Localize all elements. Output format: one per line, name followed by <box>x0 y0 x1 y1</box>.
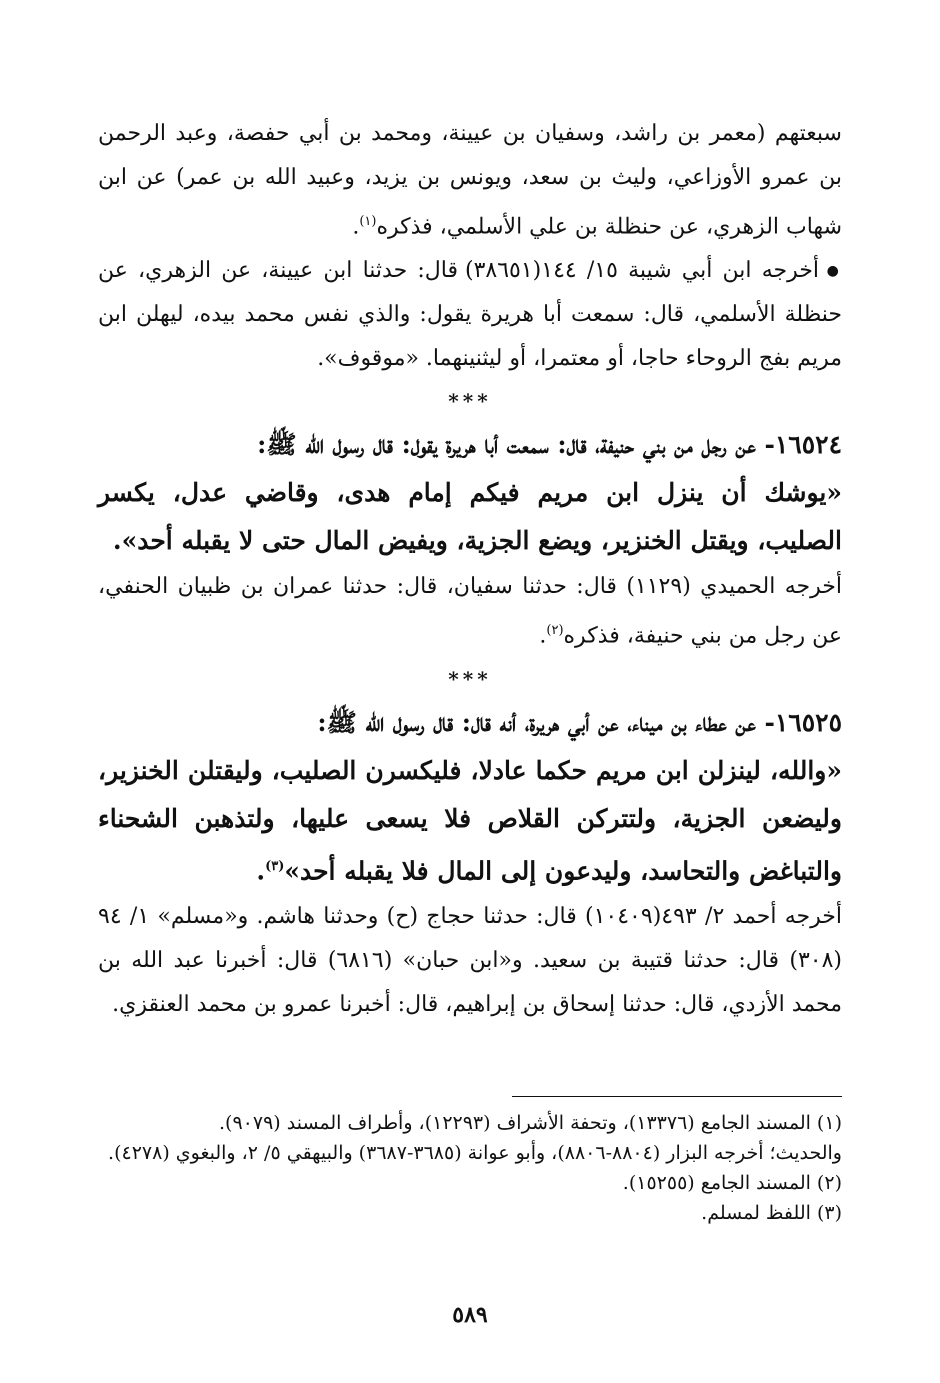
hadith-16525-heading: ١٦٥٢٥- عن عطاء بن ميناء، عن أبي هريرة، أنه قال: قال رسول الله ﷺ: <box>317 707 842 737</box>
footnote-2: (٢) المسند الجامع (١٥٢٥٥). <box>622 1172 842 1194</box>
paragraph-narrators: سبعتهم (معمر بن راشد، وسفيان بن عيينة، ومحمد بن أبي حفصة، وعبد الرحمن بن عمرو الأوزاعي، وليث بن سعد، ويونس بن يزيد، وعبيد الله بن عمر) عن ابن شهاب الزهري، عن حنظلة بن علي الأسلمي، فذكره$^{(١)}$. <box>98 121 842 240</box>
footnotes <box>98 1108 842 1228</box>
hadith-16525-takhrij: أخرجه أحمد ٢/ ٤٩٣(١٠٤٠٩) قال: حدثنا حجاج (ح) وحدثنا هاشم. و«مسلم» ١/ ٩٤ (٣٠٨) قال: حدثنا قتيبة بن سعيد. و«ابن حبان» (٦٨١٦) قال: أخبرنا عبد الله بن محمد الأزدي، قال: حدثنا إسحاق بن إبراهيم، قال: أخبرنا عمرو بن محمد العنقزي. <box>98 903 843 1017</box>
main-text <box>98 112 842 1027</box>
hadith-16524-text: «يوشك أن ينزل ابن مريم فيكم إمام هدى، وقاضي عدل، يكسر الصليب، ويقتل الخنزير، ويضع الجزية، ويفيض المال حتى لا يقبله أحد». <box>98 478 842 556</box>
footnote-1-continued: والحديث؛ أخرجه البزار (٨٨٠٤-٨٨٠٦)، وأبو عوانة (٣٦٨٥-٣٦٨٧) والبيهقي ٥/ ٢، والبغوي (٤٢٧٨). <box>108 1142 842 1164</box>
hadith-16524-heading: ١٦٥٢٤- عن رجل من بني حنيفة، قال: سمعت أبا هريرة يقول: قال رسول الله ﷺ: <box>257 430 842 460</box>
paragraph-ibn-abi-shaybah: ● أخرجه ابن أبي شيبة ١٥/ ١٤٤(٣٨٦٥١) قال: حدثنا ابن عيينة، عن الزهري، عن حنظلة الأسلمي، قال: سمعت أبا هريرة يقول: والذي نفس محمد بيده، ليهلن ابن مريم بفج الروحاء حاجا، أو معتمرا، أو ليثنينهما. «موقوف». <box>98 249 842 381</box>
footnote-ref-3: (٣) <box>265 858 285 874</box>
hadith-16525-text: «والله، لينزلن ابن مريم حكما عادلا، فليكسرن الصليب، وليقتلن الخنزير، وليضعن الجزية، ولتتركن القلاص فلا يسعى عليها، ولتذهبن الشحناء والتباغض والتحاسد، وليدعون إلى المال فلا يقبله أحد»$^{(٣)}$. <box>98 755 842 885</box>
footnote-ref-1: (١) <box>359 214 377 229</box>
footnote-divider <box>512 1096 842 1097</box>
hadith-16524-takhrij: أخرجه الحميدي (١١٢٩) قال: حدثنا سفيان، قال: حدثنا عمران بن ظبيان الحنفي، عن رجل من بني حنيفة، فذكره$^{(٢)}$. <box>98 574 842 649</box>
footnote-3: (٣) اللفظ لمسلم. <box>701 1202 842 1224</box>
separator-stars: *** <box>448 666 492 691</box>
footnote-1: (١) المسند الجامع (١٣٣٧٦)، وتحفة الأشراف (١٢٢٩٣)، وأطراف المسند (٩٠٧٩). <box>219 1112 842 1134</box>
page-number: ٥٨٩ <box>452 1302 488 1328</box>
separator-stars: *** <box>448 389 492 414</box>
footnote-ref-2: (٢) <box>546 623 564 639</box>
